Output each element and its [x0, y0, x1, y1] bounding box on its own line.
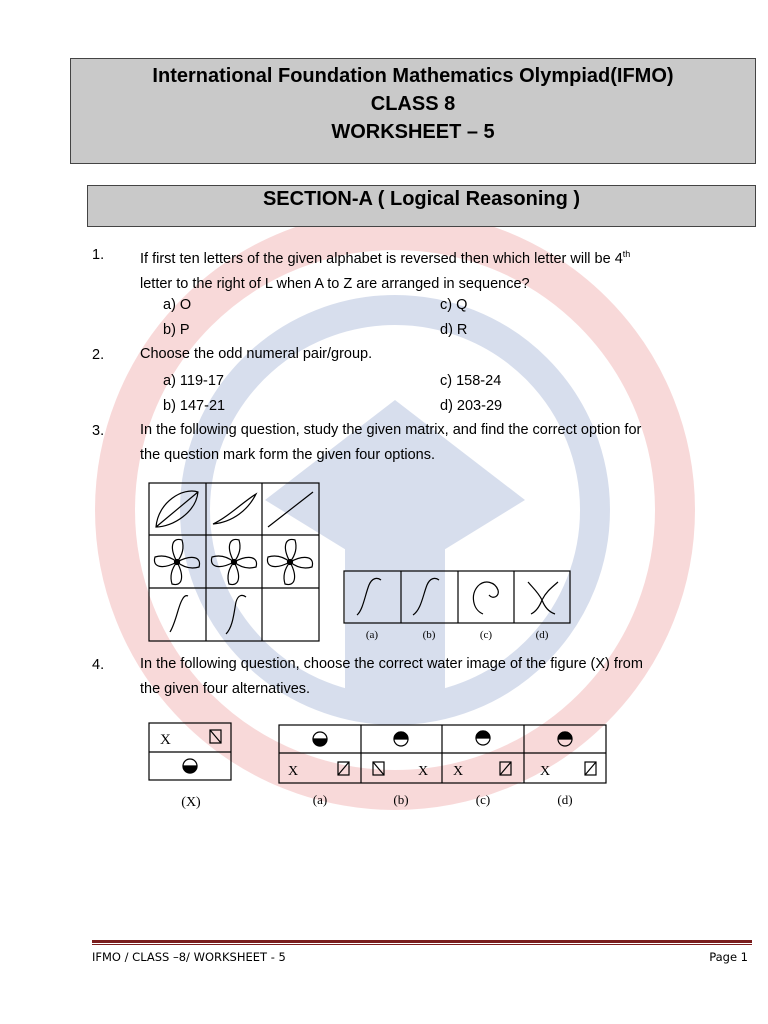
- footer-rule: [92, 940, 752, 943]
- option-a: a) O: [163, 297, 192, 313]
- question-4-line2: the given four alternatives.: [140, 681, 311, 697]
- question-number: 3.: [92, 423, 105, 439]
- worksheet-header: [70, 58, 756, 164]
- superscript: th: [622, 249, 631, 259]
- option-b: b) P: [163, 322, 190, 338]
- figure-x-label: (X): [181, 795, 201, 810]
- option-label: (d): [535, 629, 549, 641]
- question-1-line2: letter to the right of L when A to Z are arranged in sequence?: [140, 275, 530, 292]
- question-2-text: Choose the odd numeral pair/group.: [140, 346, 373, 362]
- x-mark: X: [540, 764, 551, 779]
- option-d: d) R: [440, 322, 468, 338]
- question-4-line1: In the following question, choose the correct water image of the figure (X) from: [140, 656, 643, 672]
- x-mark: X: [288, 764, 299, 779]
- x-mark: X: [453, 764, 464, 779]
- x-mark: X: [418, 764, 429, 779]
- x-mark: X: [160, 732, 171, 748]
- section-title: SECTION-A ( Logical Reasoning ): [262, 188, 581, 210]
- option-label: (a): [365, 629, 379, 641]
- class-label: CLASS 8: [370, 93, 456, 115]
- question-3-text: [140, 418, 641, 468]
- page-number: Page 1: [709, 950, 748, 964]
- question-3-line1: In the following question, study the given matrix, and find the correct option for: [140, 422, 642, 438]
- option-a: a) 119-17: [163, 373, 224, 389]
- option-label: (b): [393, 792, 409, 807]
- option-c: c) Q: [440, 297, 468, 313]
- question-3-line2: the question mark form the given four options.: [140, 447, 435, 463]
- option-label: (c): [479, 629, 493, 641]
- question-1-line1: If first ten letters of the given alphabet is reversed then which letter will be 4: [140, 250, 623, 267]
- footer-rule-thin: [92, 944, 752, 945]
- option-label: (a): [312, 792, 328, 807]
- water-image-options: [278, 722, 608, 814]
- worksheet-label: WORKSHEET – 5: [331, 121, 495, 143]
- option-label: (b): [422, 629, 436, 641]
- matrix-figure: [148, 482, 320, 642]
- option-b: b) 147-21: [163, 398, 226, 414]
- question-number: 2.: [92, 347, 105, 363]
- figure-x: [148, 722, 234, 812]
- section-heading: [87, 185, 756, 227]
- option-label: (c): [475, 792, 491, 807]
- question-number: 1.: [92, 247, 105, 263]
- question-4-text: [140, 652, 643, 702]
- footer-worksheet-id: IFMO / CLASS –8/ WORKSHEET - 5: [92, 950, 286, 964]
- option-label: (d): [557, 792, 573, 807]
- option-d: d) 203-29: [440, 398, 503, 414]
- option-c: c) 158-24: [440, 373, 502, 389]
- question-1-text: [140, 242, 630, 297]
- question-number: 4.: [92, 657, 105, 673]
- olympiad-title: International Foundation Mathematics Olympiad(IFMO): [152, 65, 674, 87]
- answer-options-figure: [343, 570, 571, 644]
